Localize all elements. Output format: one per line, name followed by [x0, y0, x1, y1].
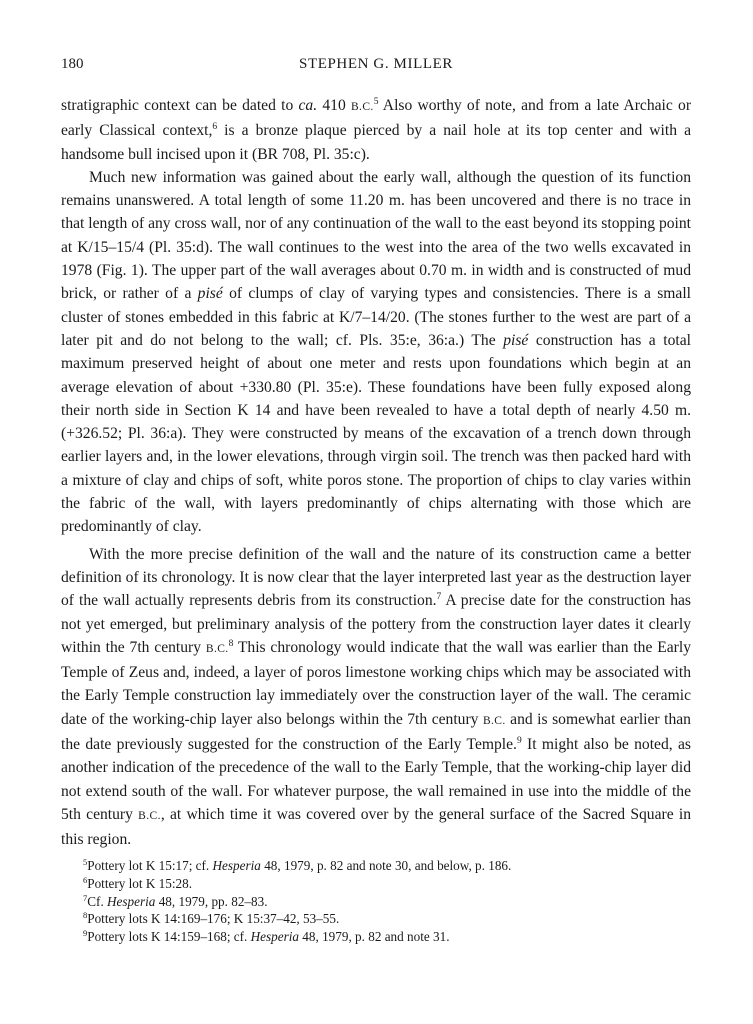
footnote-number: 8 — [83, 910, 88, 921]
footnote-ref-6[interactable]: 6 — [212, 122, 218, 133]
running-head — [61, 56, 691, 78]
text-run: construction has a total maximum preserved height of about one meter and rests upon foundations which begin at an average elevation of about +330.80 (Pl. 35:e). These foundations have been fully exposed along their north side in Section K 14 and have been revealed to have a total depth of nearly 4.50 m. (+326.52; Pl. 36:a). They were constructed by means of the excavation of a trench down through earlier layers and, in the lower elevations, through virgin soil. The trench was then packed hard with a mixture of clay and chips of soft, white poros stone. The proportion of chips to clay varies within the fabric of the wall, with layers predominantly of chips alternating with those which are predominantly of clay. — [61, 331, 691, 536]
footnote-ref-9[interactable]: 9 — [516, 736, 522, 747]
footnote-7 — [83, 893, 683, 911]
footnote-italic: Hesperia — [250, 929, 299, 945]
footnote-number: 6 — [83, 874, 88, 885]
text-run: stratigraphic context can be dated to — [61, 97, 299, 114]
small-caps-run: B.C. — [138, 809, 161, 822]
text-run: A precise date for the construction has not yet emerged, but preliminary analysis of the pottery from the construction layer dates it clearly within the 7th century — [61, 592, 691, 656]
footnote-ref-7[interactable]: 7 — [436, 592, 442, 603]
text-run: 410 — [317, 97, 351, 114]
italic-run: pisé — [503, 331, 529, 349]
footnote-6 — [83, 875, 683, 893]
page — [61, 0, 691, 1024]
text-run: Also worthy of note, and from a late Archaic or early Classical context, — [61, 97, 692, 140]
footnote-5 — [83, 857, 683, 875]
paragraph-3 — [61, 543, 691, 852]
paragraph-2 — [61, 166, 691, 539]
footnote-italic: Hesperia — [212, 858, 261, 873]
italic-run: ca. — [298, 97, 318, 114]
page-number: 180 — [61, 56, 84, 72]
text-run: is a bronze plaque pierced by a nail hole at its top center and with a handsome bull incised upon it (BR 708, Pl. 35:c). — [61, 122, 691, 163]
text-run: of clumps of clay of varying types and consistencies. There is a small cluster of stones embedded in this fabric at K/7–14/20. (The stones further to the west are part of a later pit and do not belong to the wall; cf. Pls. 35:e, 36:a.) The — [61, 285, 691, 349]
footnote-ref-5[interactable]: 5 — [373, 97, 379, 107]
text-run: , at which time it was covered over by the general surface of the Sacred Square in this region. — [61, 805, 691, 849]
footnote-9 — [83, 928, 683, 946]
text-run: This chronology would indicate that the wall was earlier than the Early Temple of Zeus and, indeed, a layer of poros limestone working chips which may be associated with the Early Temple construction lay immediately over the construction layer of the wall. The ceramic date of the working-chip layer also belongs within the 7th century — [61, 638, 691, 728]
italic-run: pisé — [197, 285, 223, 303]
footnote-text: 48, 1979, pp. 82–83. — [155, 893, 268, 909]
footnote-text: Pottery lots K 14:159–168; cf. — [87, 929, 251, 945]
text-run: Much new information was gained about the early wall, although the question of its function remains unanswered. A total length of some 11.20 m. has been uncovered and there is no trace in that length of any cross wall, nor of any continuation of the wall to the east beyond its stopping point at K/15–15/4 (Pl. 35:d). The wall continues to the west into the area of the two wells excavated in 1978 (Fig. 1). The upper part of the wall averages about 0.70 m. in width and is constructed of mud brick, or rather of a — [61, 168, 691, 303]
footnote-8 — [83, 910, 683, 928]
running-title: STEPHEN G. MILLER — [299, 56, 453, 72]
paragraph-1 — [61, 94, 691, 166]
small-caps-run: B.C. — [350, 101, 374, 113]
footnotes — [83, 857, 683, 946]
footnote-ref-8[interactable]: 8 — [228, 638, 234, 649]
text-run: It might also be noted, as another indication of the precedence of the wall to the Early Temple, that the working-chip layer did not extend south of the wall. For whatever purpose, the wall remained in use into the middle of the 5th century — [61, 736, 691, 823]
small-caps-run: B.C. — [482, 714, 506, 727]
footnote-text: Cf. — [87, 893, 108, 909]
footnote-text: 48, 1979, p. 82 and note 31. — [298, 929, 450, 945]
footnote-italic: Hesperia — [107, 893, 156, 909]
footnote-text: Pottery lot K 15:28. — [87, 875, 193, 891]
text-run: With the more precise definition of the wall and the nature of its construction came a better definition of its chronology. It is now clear that the layer interpreted last year as the destruction layer of the wall actually represents debris from its construction. — [61, 545, 691, 610]
footnote-number: 9 — [83, 928, 88, 939]
footnote-number: 5 — [83, 857, 88, 867]
footnote-text: 48, 1979, p. 82 and note 30, and below, p. 186. — [260, 858, 512, 873]
footnote-text: Pottery lot K 15:17; cf. — [87, 858, 213, 873]
footnote-text: Pottery lots K 14:169–176; K 15:37–42, 53–55. — [87, 911, 340, 927]
body-text — [61, 94, 691, 852]
text-run: and is somewhat earlier than the date previously suggested for the construction of the Early Temple. — [61, 710, 691, 754]
footnote-number: 7 — [83, 892, 88, 903]
small-caps-run: B.C. — [205, 642, 229, 655]
